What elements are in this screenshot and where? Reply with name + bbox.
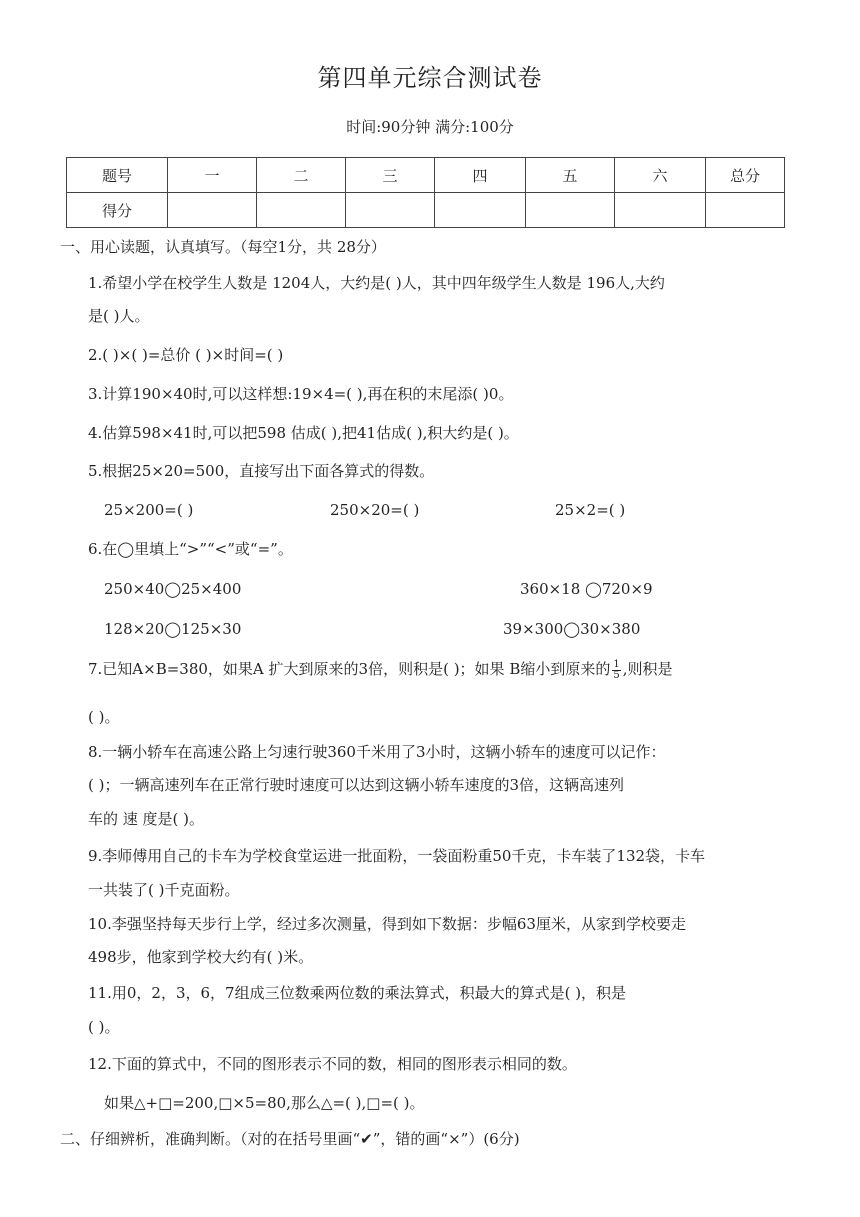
score-cell[interactable] [257, 193, 346, 228]
question-9-line-1: 9.李师傅用自己的卡车为学校食堂运进一批面粉，一袋面粉重50千克，卡车装了132袋，卡车 [88, 847, 706, 865]
question-2: 2.( )×( )=总价 ( )×时间=( ) [88, 346, 284, 364]
question-6-item-a: 250×40◯25×400 [104, 580, 242, 598]
header-cell: 题号 [67, 158, 168, 193]
page-title: 第四单元综合测试卷 [317, 64, 543, 92]
header-cell: 四 [435, 158, 526, 193]
score-table-header-row [67, 158, 785, 193]
question-11-line-1: 11.用0，2，3，6，7组成三位数乘两位数的乘法算式，积最大的算式是( )，积是 [88, 984, 627, 1002]
header-cell: 三 [346, 158, 435, 193]
header-cell: 二 [257, 158, 346, 193]
question-3: 3.计算190×40时,可以这样想:19×4=( ),再在积的末尾添( )0。 [88, 385, 514, 403]
header-cell: 一 [168, 158, 257, 193]
section-1-heading: 一、用心读题，认真填写。（每空1分，共 28分） [60, 238, 386, 256]
score-cell[interactable] [346, 193, 435, 228]
section-2-heading: 二、仔细辨析，准确判断。（对的在括号里画“✔”，错的画“×”）(6分) [60, 1130, 520, 1148]
exam-info: 时间:90分钟 满分:100分 [346, 118, 514, 136]
score-row-label: 得分 [67, 193, 168, 228]
question-12: 12.下面的算式中，不同的图形表示不同的数，相同的图形表示相同的数。 [88, 1055, 577, 1073]
score-cell[interactable] [435, 193, 526, 228]
question-1-line-1: 1.希望小学在校学生人数是 1204人，大约是( )人，其中四年级学生人数是 196人,大约 [88, 274, 665, 292]
question-9-line-2: 一共装了( )千克面粉。 [88, 881, 240, 899]
question-5-item-c: 25×2=( ) [555, 501, 626, 519]
question-7-line-1 [88, 658, 673, 681]
fraction-denominator: 5 [613, 669, 620, 681]
fraction-one-fifth [612, 660, 620, 681]
score-cell[interactable] [706, 193, 785, 228]
fraction-numerator: 1 [613, 658, 620, 670]
score-cell[interactable] [615, 193, 706, 228]
question-7-text-end: ,则积是 [622, 660, 673, 678]
question-1-line-2: 是( )人。 [88, 307, 150, 325]
question-8-line-2: ( )；一辆高速列车在正常行驶时速度可以达到这辆小轿车速度的3倍，这辆高速列 [88, 776, 625, 794]
score-table-score-row [67, 193, 785, 228]
question-5-item-b: 250×20=( ) [330, 501, 420, 519]
score-table [66, 157, 785, 228]
score-cell[interactable] [526, 193, 615, 228]
question-8-line-3: 车的 速 度是( )。 [88, 810, 205, 828]
question-8-line-1: 8.一辆小轿车在高速公路上匀速行驶360千米用了3小时，这辆小轿车的速度可以记作： [88, 743, 666, 761]
question-7-text: 7.已知A×B=380，如果A 扩大到原来的3倍，则积是( )；如果 B缩小到原来的 [88, 660, 611, 678]
question-7-line-2: ( )。 [88, 708, 120, 726]
question-6-item-c: 128×20◯125×30 [104, 620, 242, 638]
question-6: 6.在◯里填上“>”“<”或“=”。 [88, 540, 293, 558]
question-5-item-a: 25×200=( ) [104, 501, 194, 519]
question-6-item-d: 39×300◯30×380 [503, 620, 641, 638]
question-11-line-2: ( )。 [88, 1018, 120, 1036]
header-cell: 总分 [706, 158, 785, 193]
header-cell: 六 [615, 158, 706, 193]
question-12-condition: 如果△+□=200,□×5=80,那么△=( ),□=( )。 [104, 1094, 425, 1112]
question-6-item-b: 360×18 ◯720×9 [520, 580, 653, 598]
question-10-line-1: 10.李强坚持每天步行上学，经过多次测量，得到如下数据：步幅63厘米，从家到学校要走 [88, 915, 686, 933]
question-4: 4.估算598×41时,可以把598 估成( ),把41估成( ),积大约是( )。 [88, 424, 519, 442]
header-cell: 五 [526, 158, 615, 193]
question-5: 5.根据25×20=500，直接写出下面各算式的得数。 [88, 462, 435, 480]
question-10-line-2: 498步，他家到学校大约有( )米。 [88, 948, 314, 966]
score-cell[interactable] [168, 193, 257, 228]
